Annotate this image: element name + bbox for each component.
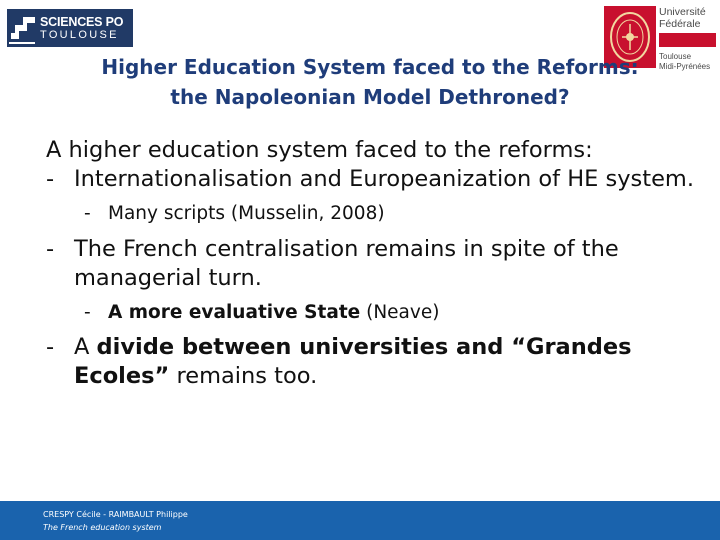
slide-title-line2: the Napoleonian Model Dethroned? xyxy=(170,85,570,109)
logo-right-line1: Université xyxy=(659,6,706,18)
bullet-item xyxy=(46,333,696,391)
bullet-text-rest: remains too. xyxy=(169,363,318,389)
bullet-dash: - xyxy=(46,334,55,360)
footer-bar xyxy=(0,501,720,540)
sub-bullet-dash: - xyxy=(84,302,91,323)
logo-right-line3: Toulouse xyxy=(659,52,692,61)
slide-body xyxy=(46,136,696,391)
sub-bullet-item xyxy=(46,202,696,226)
bullet-item xyxy=(46,235,696,293)
logo-right-line4: Midi-Pyrénées xyxy=(659,62,711,71)
bullet-text: Internationalisation and Europeanization of HE system. xyxy=(74,166,694,192)
logo-left-line1: SCIENCES PO xyxy=(40,14,124,29)
sub-bullet-dash: - xyxy=(84,203,91,224)
bullet-bold-text: divide between universities and “Grandes Ecoles” xyxy=(74,334,632,389)
bullet-dash: - xyxy=(46,236,55,262)
sub-bullet-text: (Neave) xyxy=(360,302,440,323)
sub-bullet-bold-text: A more evaluative State xyxy=(108,302,361,323)
sub-bullet-item xyxy=(46,301,696,325)
logo-right-bar xyxy=(659,33,716,47)
bullet-dash: - xyxy=(46,166,55,192)
sciences-po-mark-icon xyxy=(7,9,37,47)
lead-text: A higher education system faced to the reforms: xyxy=(46,137,593,163)
bullet-item xyxy=(46,165,696,194)
sciences-po-toulouse-logo xyxy=(7,9,133,47)
footer-subtitle: The French education system xyxy=(43,523,162,532)
sub-bullet-text: Many scripts (Musselin, 2008) xyxy=(108,203,385,224)
slide-title xyxy=(70,52,670,112)
footer-authors: CRESPY Cécile - RAIMBAULT Philippe xyxy=(43,510,188,519)
logo-right-line2: Fédérale xyxy=(659,18,701,30)
bullet-text-pre: A xyxy=(74,334,97,360)
logo-left-line2: TOULOUSE xyxy=(40,28,119,41)
slide-title-line1: Higher Education System faced to the Reforms: xyxy=(101,55,639,79)
bullet-text: The French centralisation remains in spite of the managerial turn. xyxy=(74,236,619,291)
